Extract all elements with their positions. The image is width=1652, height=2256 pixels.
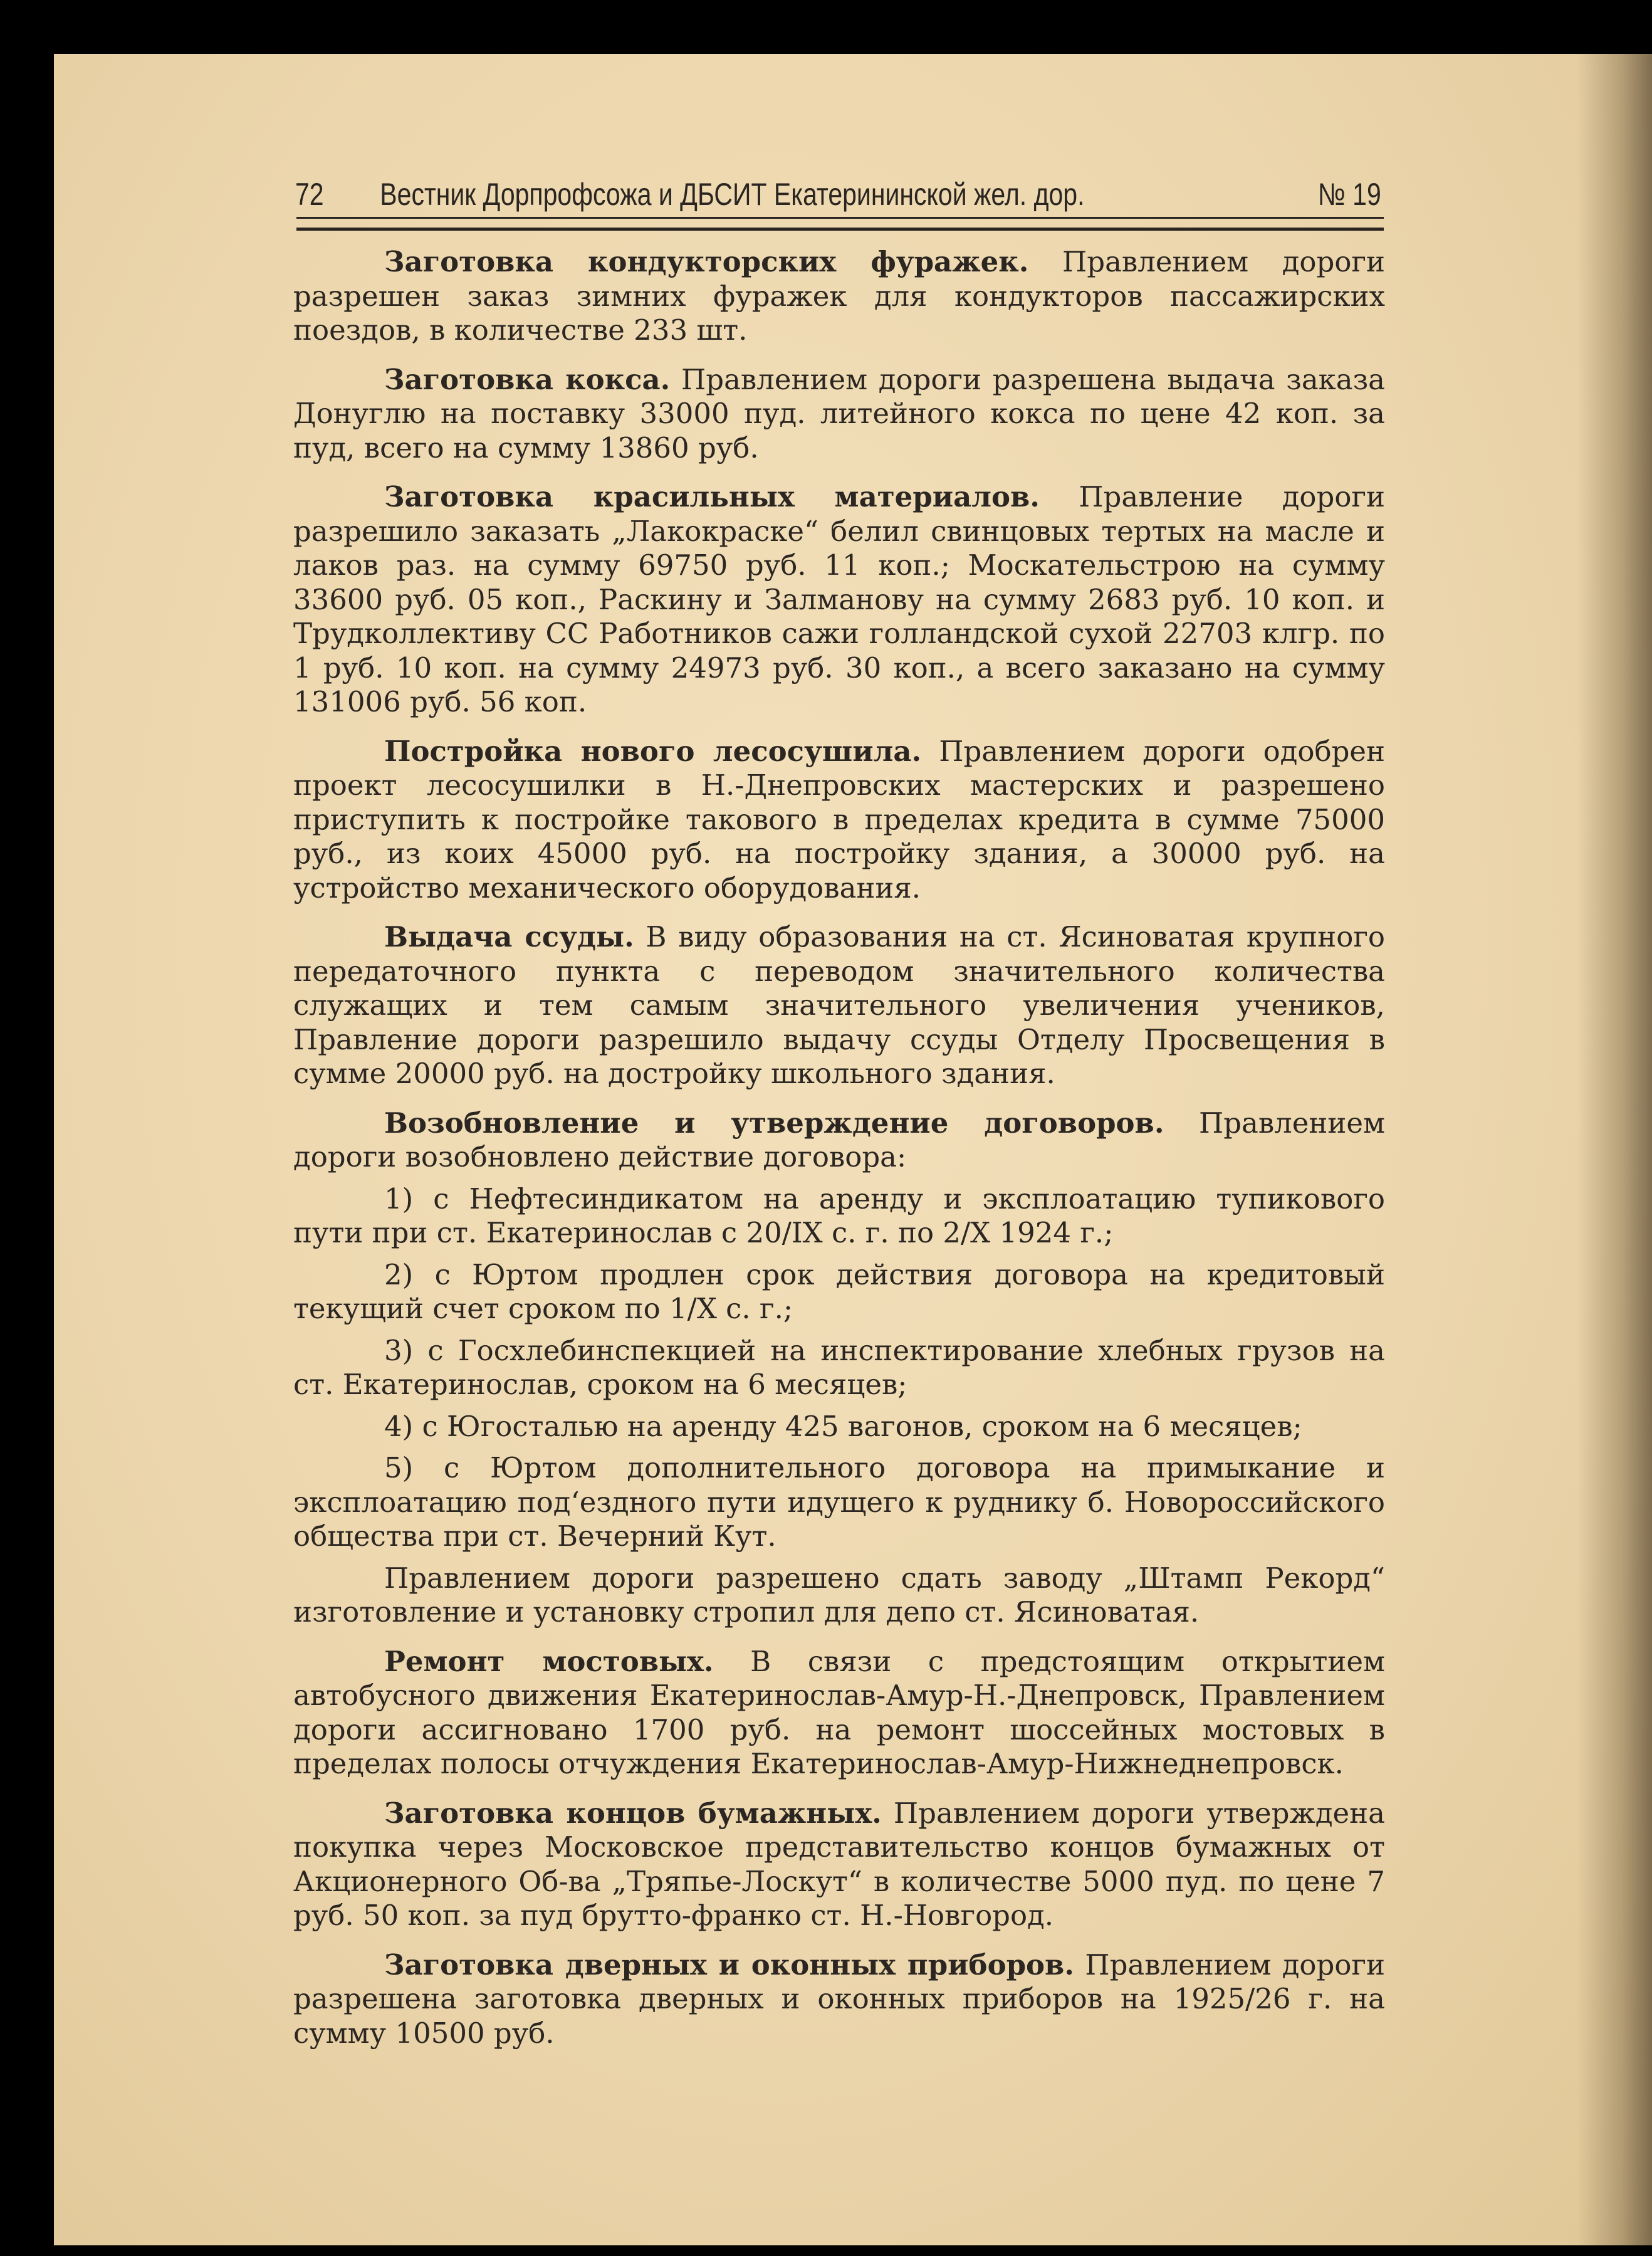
paragraph-heading: Заготовка концов бумажных.	[384, 1796, 882, 1830]
paragraph-heading: Выдача ссуды.	[384, 920, 634, 953]
paragraph-coke	[293, 363, 1385, 466]
paragraph-heading: Постройка нового лесосушила.	[384, 734, 922, 768]
paragraph-loan	[293, 920, 1385, 1091]
paragraph-heading: Заготовка кондукторских фуражек.	[384, 245, 1029, 278]
article-body	[293, 245, 1385, 2065]
contract-item: 3) с Госхлебинспекцией на инспектирование хлебных грузов на ст. Екатеринослав, сроком на 6 месяцев;	[293, 1333, 1385, 1401]
contracts-note: Правлением дороги разрешено сдать заводу „Штамп Рекорд“ изготовление и установку стропил для депо ст. Ясиноватая.	[293, 1561, 1385, 1629]
paragraph-text: Правлением дороги разрешена заготовка дверных и оконных приборов на 1925/26 г. на сумму 10500 руб.	[293, 1948, 1385, 2050]
paragraph-paint-materials	[293, 480, 1385, 720]
paragraph-text: Правлением дороги разрешен заказ зимних фуражек для кондукторов пассажирских поездов, в количестве 233 шт.	[293, 245, 1385, 347]
paragraph-conductor-caps	[293, 245, 1385, 348]
paragraph-road-repair	[293, 1645, 1385, 1781]
header-double-rule	[296, 217, 1384, 231]
paragraph-door-window-fittings	[293, 1948, 1385, 2051]
paragraph-text: Правлением дороги разрешена выдача заказа Донуглю на поставку 33000 пуд. литейного кокса по цене 42 коп. за пуд, всего на сумму 13860 руб.	[293, 362, 1385, 464]
paragraph-heading: Ремонт мостовых.	[384, 1644, 714, 1678]
journal-title: Вестник Дорпрофсожа и ДБСИТ Екатерининской жел. дор.	[380, 177, 1085, 212]
paragraph-text: Правлением дороги возобновлено действие договора:	[293, 1106, 1386, 1173]
document-page	[54, 54, 1652, 2245]
running-header	[295, 176, 1381, 215]
paragraph-timber-dryer	[293, 735, 1385, 906]
contract-item: 5) с Юртом дополнительного договора на примыкание и эксплоатацию под‘ездного пути идущего к руднику б. Новороссийского общества при ст. Вечерний Кут.	[293, 1451, 1385, 1553]
page-binding-shadow	[1577, 54, 1652, 2245]
issue-number: № 19	[1317, 177, 1381, 212]
paragraph-heading: Возобновление и утверждение договоров.	[384, 1106, 1164, 1140]
paragraph-heading: Заготовка дверных и оконных приборов.	[384, 1948, 1074, 1981]
paragraph-heading: Заготовка красильных материалов.	[384, 480, 1040, 513]
contract-item: 1) с Нефтесиндикатом на аренду и эксплоатацию тупикового пути при ст. Екатеринослав с 20/IX с. г. по 2/X 1924 г.;	[293, 1182, 1385, 1249]
paragraph-heading: Заготовка кокса.	[384, 362, 671, 396]
contract-item: 2) с Юртом продлен срок действия договора на кредитовый текущий счет сроком по 1/X с. г.;	[293, 1257, 1385, 1325]
paragraph-text: В виду образования на ст. Ясиноватая крупного передаточного пункта с переводом значительного количества служащих и тем самым значительного увеличения учеников, Правление дороги разрешило выдачу ссуды Отделу Просвещения в сумме 20000 руб. на достройку школьного здания.	[293, 920, 1385, 1090]
paragraph-text: В связи с предстоящим открытием автобусного движения Екатеринослав-Амур-Н.-Днепровск, Правлением дороги ассигновано 1700 руб. на ремонт шоссейных мостовых в пределах полосы отчуждения Екатеринослав-Амур-Нижнеднепровск.	[293, 1644, 1385, 1780]
page-number: 72	[295, 177, 324, 212]
paragraph-cotton-ends	[293, 1797, 1385, 1933]
paragraph-text: Правлением дороги одобрен проект лесосушилки в Н.-Днепровских мастерских и разрешено приступить к постройке такового в пределах кредита в сумме 75000 руб., из коих 45000 руб. на постройку здания, а 30000 руб. на устройство механического оборудования.	[293, 734, 1385, 905]
contract-item: 4) с Югосталью на аренду 425 вагонов, сроком на 6 месяцев;	[384, 1409, 1302, 1443]
paragraph-contracts	[293, 1106, 1385, 1175]
paragraph-text: Правлением дороги утверждена покупка через Московское представительство концов бумажных от Акционерного Об-ва „Тряпье-Лоскут“ в количестве 5000 пуд. по цене 7 руб. 50 коп. за пуд брутто-франко ст. Н.-Новгород.	[293, 1796, 1385, 1932]
paragraph-text: Правление дороги разрешило заказать „Лакокраске“ белил свинцовых тертых на масле и лаков раз. на сумму 69750 руб. 11 коп.; Москательстрою на сумму 33600 руб. 05 коп., Раскину и Залманову на сумму 2683 руб. 10 коп. и Трудколлективу СС Работников сажи голландской сухой 22703 клгр. по 1 руб. 10 коп. на сумму 24973 руб. 30 коп., а всего заказано на сумму 131006 руб. 56 коп.	[293, 480, 1385, 718]
